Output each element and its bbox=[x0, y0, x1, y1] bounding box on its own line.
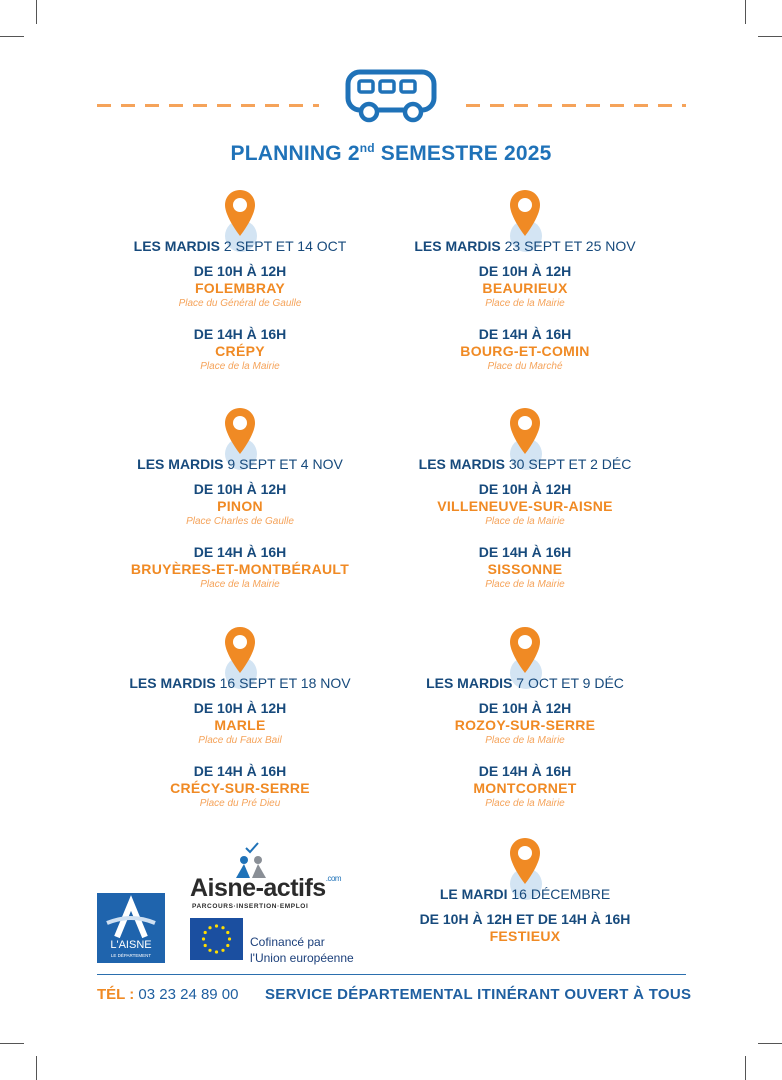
slot-time: DE 10H À 12H ET DE 14H À 16H bbox=[419, 911, 631, 927]
slot-place: Place de la Mairie bbox=[485, 735, 565, 746]
crop-mark bbox=[0, 1043, 24, 1044]
slot-town: CRÉPY bbox=[215, 343, 265, 359]
location-pin-icon bbox=[223, 625, 257, 675]
schedule-block bbox=[355, 836, 695, 944]
slot-place: Place du Général de Gaulle bbox=[178, 298, 302, 309]
slot-town: MARLE bbox=[214, 717, 266, 733]
eu-cofinance-text: Cofinancé par l'Union européenne bbox=[250, 935, 354, 965]
footer-service: SERVICE DÉPARTEMENTAL ITINÉRANT OUVERT À TOUS bbox=[265, 986, 692, 1003]
crop-mark bbox=[758, 1043, 782, 1044]
slot-town: BOURG-ET-COMIN bbox=[460, 343, 590, 359]
slot-place: Place de la Mairie bbox=[485, 579, 565, 590]
location-pin-icon bbox=[223, 188, 257, 238]
crop-mark bbox=[758, 36, 782, 37]
slot-time: DE 10H À 12H bbox=[478, 481, 572, 497]
location-pin-icon bbox=[508, 625, 542, 675]
slot-time: DE 14H À 16H bbox=[478, 544, 572, 560]
footer-phone: TÉL : 03 23 24 89 00 bbox=[97, 986, 239, 1003]
slot-time: DE 10H À 12H bbox=[193, 481, 287, 497]
slot-place: Place du Faux Bail bbox=[198, 735, 282, 746]
slot-place: Place de la Mairie bbox=[485, 516, 565, 527]
bus-icon bbox=[345, 68, 437, 124]
slot-town: PINON bbox=[217, 498, 263, 514]
eu-flag-icon bbox=[190, 918, 243, 960]
header-dash-right bbox=[466, 104, 686, 107]
slot-town: BEAURIEUX bbox=[482, 280, 568, 296]
slot-place: Place du Marché bbox=[487, 361, 563, 372]
schedule-dates: LES MARDIS 16 SEPT ET 18 NOV bbox=[129, 675, 351, 691]
crop-mark bbox=[0, 36, 24, 37]
slot-town: CRÉCY-SUR-SERRE bbox=[170, 780, 310, 796]
schedule-block bbox=[355, 188, 695, 372]
slot-place: Place Charles de Gaulle bbox=[186, 516, 294, 527]
slot-time: DE 10H À 12H bbox=[193, 263, 287, 279]
slot-place: Place de la Mairie bbox=[485, 298, 565, 309]
slot-town: VILLENEUVE-SUR-AISNE bbox=[437, 498, 613, 514]
schedule-dates: LES MARDIS 7 OCT ET 9 DÉC bbox=[426, 675, 624, 691]
crop-mark bbox=[745, 0, 746, 24]
slot-time: DE 10H À 12H bbox=[193, 700, 287, 716]
aisne-actifs-tagline: PARCOURS·INSERTION·EMPLOI bbox=[192, 903, 309, 910]
slot-time: DE 14H À 16H bbox=[193, 326, 287, 342]
slot-town: SISSONNE bbox=[487, 561, 563, 577]
schedule-dates: LES MARDIS 9 SEPT ET 4 NOV bbox=[137, 456, 343, 472]
slot-place: Place de la Mairie bbox=[200, 361, 280, 372]
header-dash-left bbox=[97, 104, 319, 107]
footer-divider bbox=[97, 974, 686, 975]
crop-mark bbox=[36, 0, 37, 24]
location-pin-icon bbox=[223, 406, 257, 456]
schedule-block bbox=[355, 406, 695, 590]
crop-mark bbox=[36, 1056, 37, 1080]
slot-town: FESTIEUX bbox=[489, 928, 561, 944]
departement-logo: L'AISNE LE DÉPARTEMENT bbox=[97, 893, 165, 963]
aisne-actifs-logo: Aisne-actifs$^{.com}$ bbox=[190, 874, 342, 902]
location-pin-icon bbox=[508, 188, 542, 238]
location-pin-icon bbox=[508, 836, 542, 886]
slot-time: DE 14H À 16H bbox=[478, 763, 572, 779]
slot-time: DE 14H À 16H bbox=[478, 326, 572, 342]
slot-time: DE 14H À 16H bbox=[193, 544, 287, 560]
location-pin-icon bbox=[508, 406, 542, 456]
schedule-dates: LES MARDIS 30 SEPT ET 2 DÉC bbox=[418, 456, 632, 472]
schedule-dates: LE MARDI 16 DÉCEMBRE bbox=[439, 886, 611, 902]
slot-place: Place de la Mairie bbox=[200, 579, 280, 590]
slot-town: FOLEMBRAY bbox=[194, 280, 286, 296]
slot-time: DE 14H À 16H bbox=[193, 763, 287, 779]
slot-town: MONTCORNET bbox=[473, 780, 577, 796]
slot-time: DE 10H À 12H bbox=[478, 700, 572, 716]
slot-town: BRUYÈRES-ET-MONTBÉRAULT bbox=[130, 561, 350, 577]
schedule-dates: LES MARDIS 23 SEPT ET 25 NOV bbox=[414, 238, 636, 254]
page-title: PLANNING 2nd SEMESTRE 2025 bbox=[230, 141, 552, 165]
crop-mark bbox=[745, 1056, 746, 1080]
slot-place: Place de la Mairie bbox=[485, 798, 565, 809]
slot-place: Place du Pré Dieu bbox=[199, 798, 281, 809]
slot-town: ROZOY-SUR-SERRE bbox=[454, 717, 596, 733]
schedule-dates: LES MARDIS 2 SEPT ET 14 OCT bbox=[133, 238, 347, 254]
schedule-block bbox=[355, 625, 695, 809]
slot-time: DE 10H À 12H bbox=[478, 263, 572, 279]
